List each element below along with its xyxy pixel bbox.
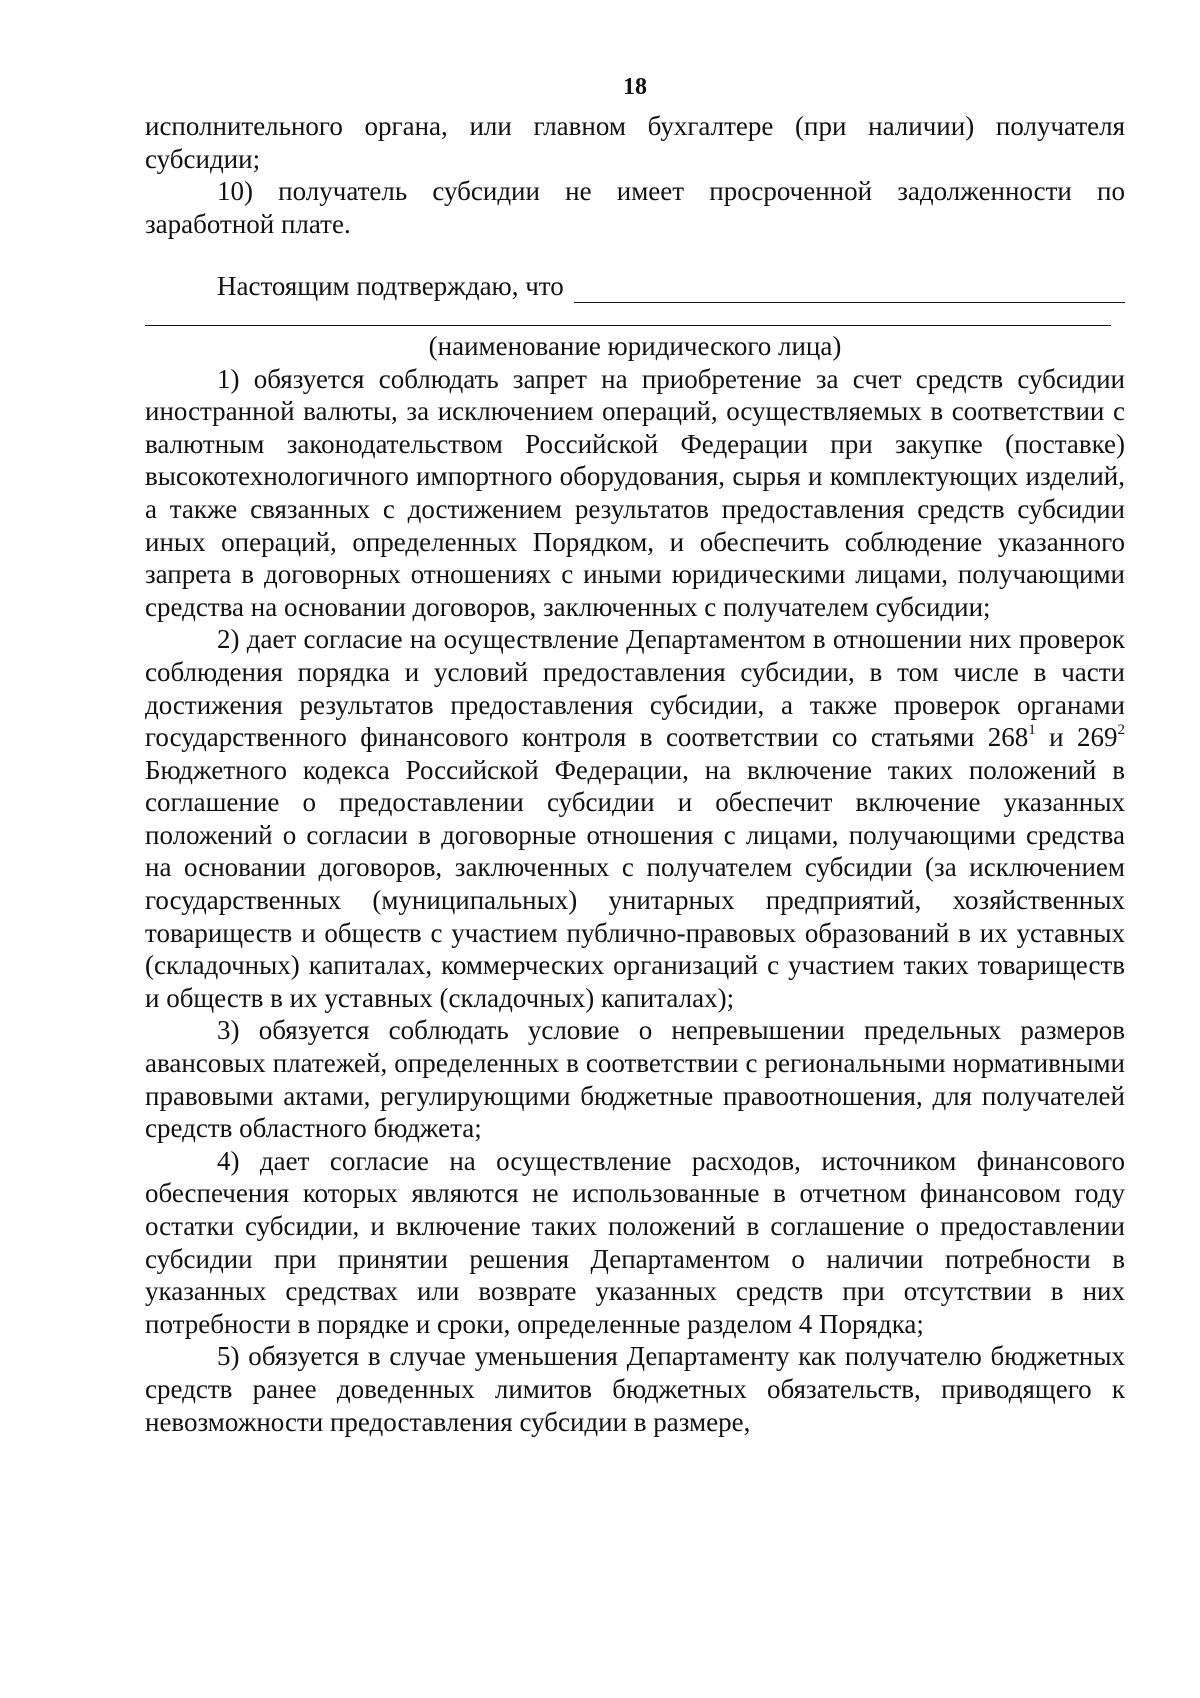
confirmation-line — [145, 270, 1125, 303]
item-2-superscript-1: 1 — [1028, 722, 1036, 739]
blank-caption: (наименование юридического лица) — [428, 330, 842, 361]
item-5: 5) обязуется в случае уменьшения Департаменту как получателю бюджетных средств ранее доведенных лимитов бюджетных обязательств, приводящего к невозможности предоставления субсидии в размере, — [145, 1341, 1125, 1437]
item-1: 1) обязуется соблюдать запрет на приобретение за счет средств субсидии иностранной валюты, за исключением операций, осуществляемых в соответствии с валютным законодательством Российской Федерации при закупке (поставке) высокотехнологичного импортного оборудования, сырья и комплектующих изделий, а также связанных с достижением результатов предоставления средств субсидии иных операций, определенных Порядком, и обеспечить соблюдение указанного запрета в договорных отношениях с иными юридическими лицами, получающими средства на основании договоров, заключенных с получателем субсидии; — [145, 363, 1125, 622]
item-4: 4) дает согласие на осуществление расходов, источником финансового обеспечения которых являются не использованные в отчетном финансовом году остатки субсидии, и включение таких положений в соглашение о предоставлении субсидии при принятии решения Департаментом о наличии потребности в указанных средствах или возврате указанных средств при отсутствии в них потребности в порядке и сроки, определенные разделом 4 Порядка; — [145, 1145, 1125, 1339]
item-2 — [145, 623, 1125, 1014]
confirmation-label: Настоящим подтверждаю, что — [217, 271, 564, 302]
spacer — [145, 240, 1125, 270]
legal-entity-blank-1 — [574, 276, 1125, 303]
item-2-superscript-2: 2 — [1117, 722, 1126, 739]
item-3: 3) обязуется соблюдать условие о непревышении предельных размеров авансовых платежей, определенных в соответствии с региональными нормативными правовыми актами, регулирующими бюджетные правоотношения, для получателей средств областного бюджета; — [145, 1015, 1125, 1144]
top-paragraph: исполнительного органа, или главном бухгалтере (при наличии) получателя субсидии; — [145, 111, 1125, 174]
page-number: 18 — [623, 74, 647, 100]
legal-entity-blank-2 — [145, 303, 1111, 326]
item-2-part-1: 2) дает согласие на осуществление Департаментом в отношении них проверок соблюдения порядка и условий предоставления субсидии, в том числе в части достижения результатов предоставления субсидии, а также проверок органами государственного финансового контроля в соответствии со статьями 268 — [145, 624, 1125, 753]
item-2-part-2: и 269 — [1035, 722, 1118, 753]
item-10: 10) получатель субсидии не имеет просроченной задолженности по заработной плате. — [145, 176, 1125, 239]
document-page — [145, 60, 1125, 1438]
item-2-part-3: Бюджетного кодекса Российской Федерации, на включение таких положений в соглашение о предоставлении субсидии и обеспечит включение указанных положений о согласии в договорные отношения с лицами, получающими средства на основании договоров, заключенных с получателем субсидии (за исключением государственных (муниципальных) унитарных предприятий, хозяйственных товариществ и обществ с участием публично-правовых образований в их уставных (складочных) капиталах, коммерческих организаций с участием таких товариществ и обществ в их уставных (складочных) капиталах); — [145, 754, 1125, 1013]
